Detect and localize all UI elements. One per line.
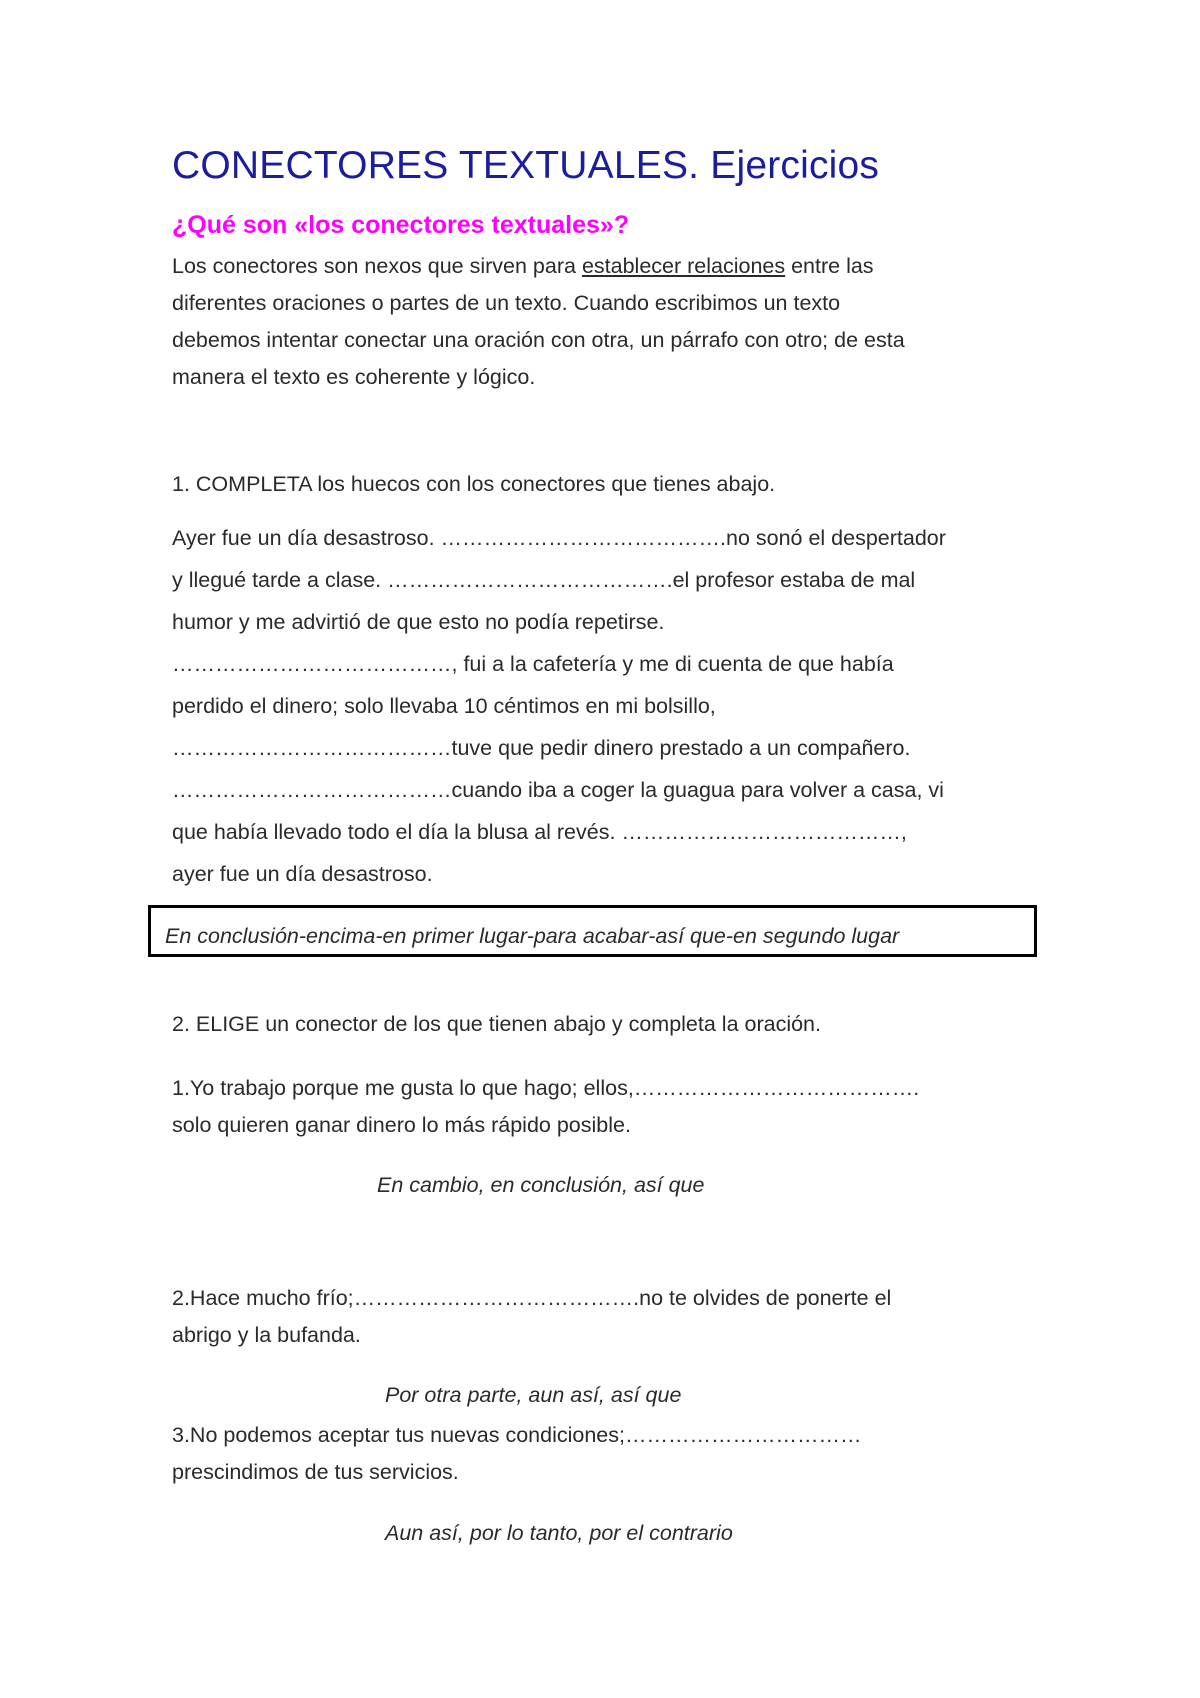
exercise-line: Ayer fue un día desastroso. ………………………………….no sonó el despertador: [172, 526, 946, 550]
question-3-line: 3.No podemos aceptar tus nuevas condiciones;……………………………: [172, 1423, 862, 1447]
intro-line: Los conectores son nexos que sirven para establecer relaciones entre las: [172, 254, 874, 278]
question-1-options: En cambio, en conclusión, así que: [377, 1173, 705, 1197]
exercise-line: …………………………………tuve que pedir dinero prestado a un compañero.: [172, 736, 911, 760]
question-2-options: Por otra parte, aun así, así que: [385, 1383, 682, 1407]
page-title: CONECTORES TEXTUALES. Ejercicios: [172, 144, 880, 187]
exercise-line: …………………………………, fui a la cafetería y me di cuenta de que había: [172, 652, 894, 676]
exercise-line: perdido el dinero; solo llevaba 10 céntimos en mi bolsillo,: [172, 694, 716, 718]
question-3-options: Aun así, por lo tanto, por el contrario: [385, 1521, 733, 1545]
section-heading: ¿Qué son «los conectores textuales»?: [172, 211, 630, 239]
exercise-line: ayer fue un día desastroso.: [172, 862, 433, 886]
question-1-line: 1.Yo trabajo porque me gusta lo que hago; ellos,………………………………….: [172, 1076, 920, 1100]
exercise2-heading: 2. ELIGE un conector de los que tienen abajo y completa la oración.: [172, 1012, 821, 1036]
connectors-options: En conclusión-encima-en primer lugar-para acabar-así que-en segundo lugar: [165, 924, 900, 948]
intro-line: debemos intentar conectar una oración con otra, un párrafo con otro; de esta: [172, 328, 905, 352]
exercise-line: …………………………………cuando iba a coger la guagua para volver a casa, vi: [172, 778, 944, 802]
question-2-line: abrigo y la bufanda.: [172, 1323, 361, 1347]
exercise-line: que había llevado todo el día la blusa al revés. …………………………………,: [172, 820, 907, 844]
underlined-phrase: establecer relaciones: [581, 254, 786, 278]
exercise-line: y llegué tarde a clase. ………………………………….el profesor estaba de mal: [172, 568, 916, 592]
question-1-line: solo quieren ganar dinero lo más rápido posible.: [172, 1113, 631, 1137]
intro-line: manera el texto es coherente y lógico.: [172, 365, 536, 389]
exercise-line: humor y me advirtió de que esto no podía repetirse.: [172, 610, 665, 634]
question-2-line: 2.Hace mucho frío;………………………………….no te olvides de ponerte el: [172, 1286, 892, 1310]
exercise1-heading: 1. COMPLETA los huecos con los conectores que tienes abajo.: [172, 472, 776, 496]
intro-line: diferentes oraciones o partes de un texto. Cuando escribimos un texto: [172, 291, 841, 315]
question-3-line: prescindimos de tus servicios.: [172, 1460, 459, 1484]
